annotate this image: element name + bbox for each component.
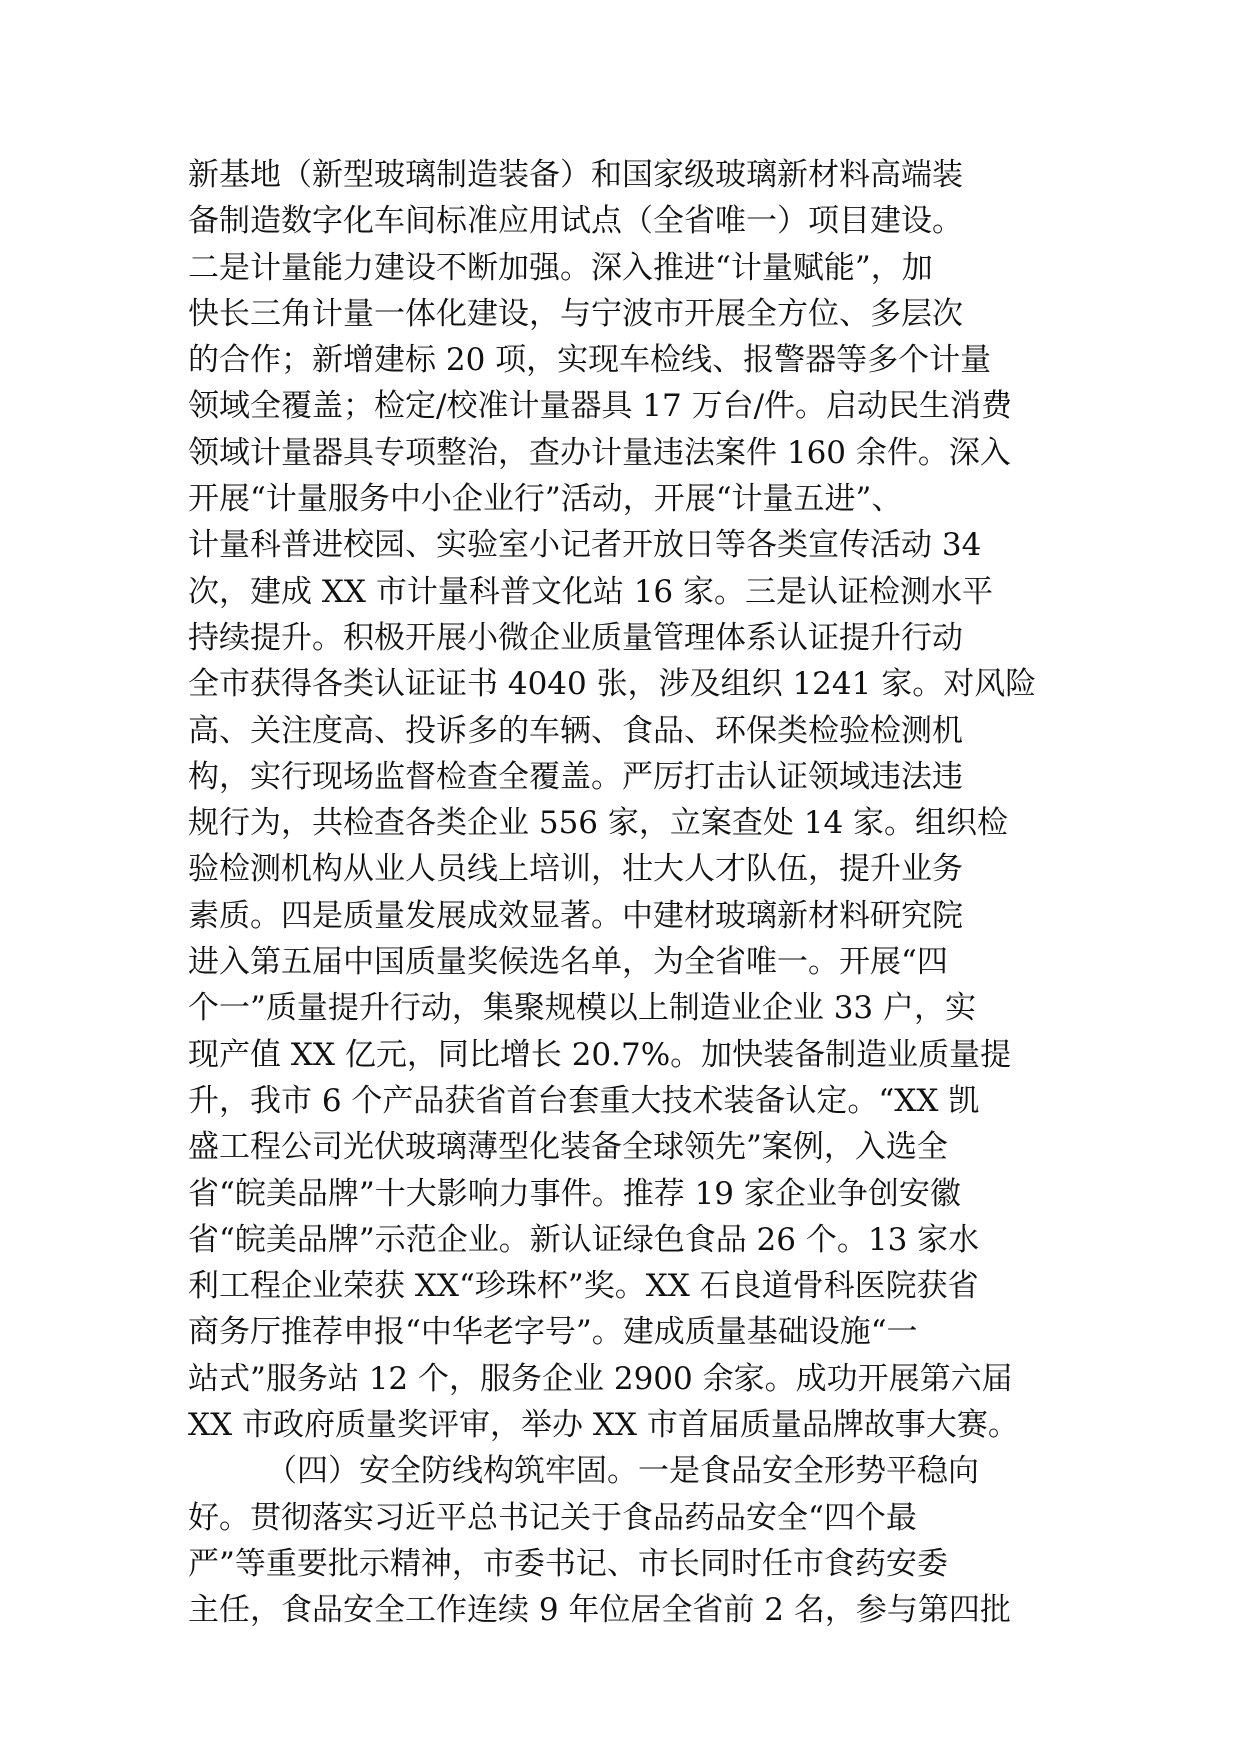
text-line: 商务厅推荐申报“中华老字号”。建成质量基础设施“一 <box>188 1314 918 1351</box>
text-line: 好。贯彻落实习近平总书记关于食品药品安全“四个最 <box>188 1499 917 1536</box>
text-line: 主任，食品安全工作连续 9 年位居全省前 2 名，参与第四批 <box>188 1592 1011 1629</box>
text-line: 持续提升。积极开展小微企业质量管理体系认证提升行动 <box>188 619 963 656</box>
text-line: 次，建成 XX 市计量科普文化站 16 家。三是认证检测水平 <box>188 573 993 610</box>
text-line: 进入第五届中国质量奖候选名单，为全省唯一。开展“四 <box>188 944 948 981</box>
text-line: XX 市政府质量奖评审，举办 XX 市首届质量品牌故事大赛。 <box>188 1407 1019 1444</box>
text-line: 利工程企业荣获 XX“珍珠杯”奖。XX 石良道骨科医院获省 <box>188 1268 979 1305</box>
text-line: 高、关注度高、投诉多的车辆、食品、环保类检验检测机 <box>188 712 963 749</box>
section-heading-line: （四）安全防线构筑牢固。一是食品安全形势平稳向 <box>266 1453 979 1490</box>
text-line: 升，我市 6 个产品获省首台套重大技术装备认定。“XX 凯 <box>188 1082 980 1119</box>
text-line: 省“皖美品牌”示范企业。新认证绿色食品 26 个。13 家水 <box>188 1221 980 1258</box>
text-line: 现产值 XX 亿元，同比增长 20.7%。加快装备制造业质量提 <box>188 1036 1012 1073</box>
text-line: 规行为，共检查各类企业 556 家，立案查处 14 家。组织检 <box>188 805 1009 842</box>
text-line: 站式”服务站 12 个，服务企业 2900 余家。成功开展第六届 <box>188 1360 1013 1397</box>
text-line: 全市获得各类认证证书 4040 张，涉及组织 1241 家。对风险 <box>188 666 1037 703</box>
text-line: 的合作；新增建标 20 项，实现车检线、报警器等多个计量 <box>188 342 992 379</box>
text-line: 二是计量能力建设不断加强。深入推进“计量赋能”，加 <box>188 249 933 286</box>
text-line: 盛工程公司光伏玻璃薄型化装备全球领先”案例，入选全 <box>188 1129 948 1166</box>
text-line: 省“皖美品牌”十大影响力事件。推荐 19 家企业争创安徽 <box>188 1175 961 1212</box>
text-line: 构，实行现场监督检查全覆盖。严厉打击认证领域违法违 <box>188 758 963 795</box>
text-line: 领域全覆盖；检定/校准计量器具 17 万台/件。启动民生消费 <box>188 388 1013 425</box>
text-line: 验检测机构从业人员线上培训，壮大人才队伍，提升业务 <box>188 851 963 888</box>
text-line: 开展“计量服务中小企业行”活动，开展“计量五进”、 <box>188 481 903 518</box>
text-line: 备制造数字化车间标准应用试点（全省唯一）项目建设。 <box>188 203 963 240</box>
body-text <box>188 152 1058 1634</box>
text-line: 快长三角计量一体化建设，与宁波市开展全方位、多层次 <box>188 295 963 332</box>
text-line: 新基地（新型玻璃制造装备）和国家级玻璃新材料高端装 <box>188 157 963 193</box>
text-line: 个一”质量提升行动，集聚规模以上制造业企业 33 户，实 <box>188 990 976 1027</box>
text-line: 素质。四是质量发展成效显著。中建材玻璃新材料研究院 <box>188 897 963 934</box>
text-line: 计量科普进校园、实验室小记者开放日等各类宣传活动 34 <box>188 527 982 564</box>
text-line: 严”等重要批示精神，市委书记、市长同时任市食药安委 <box>188 1545 948 1582</box>
text-line: 领域计量器具专项整治，查办计量违法案件 160 余件。深入 <box>188 434 1011 471</box>
